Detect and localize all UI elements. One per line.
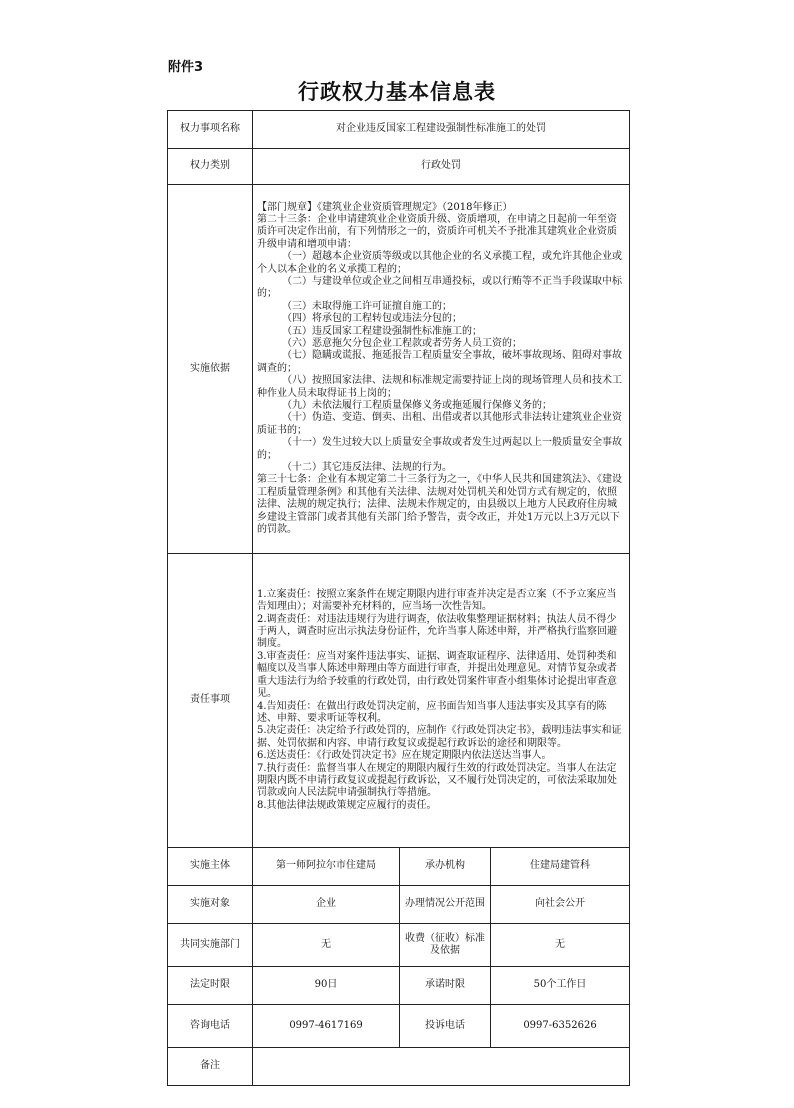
row-target bbox=[168, 886, 630, 924]
power-name-value: 对企业违反国家工程建设强制性标准施工的处罚 bbox=[253, 111, 630, 149]
disclosure-value: 向社会公开 bbox=[491, 886, 630, 924]
fee-label: 收费（征收）标准及依据 bbox=[400, 924, 491, 967]
consult-phone-value: 0997-4617169 bbox=[253, 1005, 400, 1048]
basis-line: （五）违反国家工程建设强制性标准施工的； bbox=[282, 325, 482, 337]
basis-line: （八）按照国家法律、法规和标准规定需要持证上岗的现场管理人员和技术工种作业人员未取得证书上岗的； bbox=[257, 375, 622, 399]
row-duties bbox=[168, 554, 630, 848]
row-power-type bbox=[168, 149, 630, 185]
row-power-name bbox=[168, 111, 630, 149]
promised-limit-value: 50个工作日 bbox=[491, 967, 630, 1005]
attachment-label: 附件3 bbox=[168, 60, 204, 75]
basis-label: 实施依据 bbox=[168, 185, 253, 554]
basis-line: 第三十七条：企业有本规定第二十三条行为之一，《中华人民共和国建筑法》、《建设工程质量管理条例》和其他有关法律、法规对处罚机关和处罚方式有规定的，依照法律、法规的规定执行；法律、法规未作规定的，由县级以上地方人民政府住房城乡建设主管部门或者其他有关部门给予警告，责令改正，并处1万元以上3万元以下的罚款。 bbox=[257, 474, 622, 536]
row-subject bbox=[168, 848, 630, 886]
basis-line: （十）伪造、变造、倒卖、出租、出借或者以其他形式非法转让建筑业企业资质证书的； bbox=[257, 412, 622, 436]
co-dept-label: 共同实施部门 bbox=[168, 924, 253, 967]
co-dept-value: 无 bbox=[253, 924, 400, 967]
duty-line: 7.执行责任：监督当事人在规定的期限内履行生效的行政处罚决定。当事人在法定期限内既不申请行政复议或提起行政诉讼，又不履行处罚决定的，可依法采取加处罚款或向人民法院申请强制执行等措施。 bbox=[257, 762, 617, 799]
promised-limit-label: 承诺时限 bbox=[400, 967, 491, 1005]
basis-line: （一）超越本企业资质等级或以其他企业的名义承揽工程，或允许其他企业或个人以本企业的名义承揽工程的； bbox=[257, 251, 622, 275]
complaint-phone-value: 0997-6352626 bbox=[491, 1005, 630, 1048]
legal-limit-value: 90日 bbox=[253, 967, 400, 1005]
page-title: 行政权力基本信息表 bbox=[298, 79, 496, 104]
info-table bbox=[167, 110, 630, 1086]
duties-content bbox=[253, 554, 630, 848]
basis-line: （六）恶意拖欠分包企业工程款或者劳务人员工资的； bbox=[282, 337, 522, 349]
duty-line: 8.其他法律法规政策规定应履行的责任。 bbox=[257, 799, 437, 811]
basis-line: （十一）发生过较大以上质量安全事故或者发生过两起以上一般质量安全事故的； bbox=[257, 437, 622, 461]
basis-line: 【部门规章】《建筑业企业资质管理规定》（2018年修正） bbox=[257, 201, 513, 213]
agency-value: 住建局建管科 bbox=[491, 848, 630, 886]
consult-phone-label: 咨询电话 bbox=[168, 1005, 253, 1048]
duties-label: 责任事项 bbox=[168, 554, 253, 848]
target-value: 企业 bbox=[253, 886, 400, 924]
remark-label: 备注 bbox=[168, 1048, 253, 1086]
basis-content bbox=[253, 185, 630, 554]
disclosure-label: 办理情况公开范围 bbox=[400, 886, 491, 924]
duty-line: 2.调查责任：对违法违规行为进行调查，依法收集整理证据材料；执法人员不得少于两人，调查时应出示执法身份证件，允许当事人陈述申辩，并严格执行监察回避制度。 bbox=[257, 613, 617, 650]
complaint-phone-label: 投诉电话 bbox=[400, 1005, 491, 1048]
basis-line: 第二十三条：企业申请建筑业企业资质升级、资质增项，在申请之日起前一年至资质许可决定作出前，有下列情形之一的，资质许可机关不予批准其建筑业企业资质升级申请和增项申请： bbox=[257, 213, 617, 250]
basis-line: （十二）其它违反法律、法规的行为。 bbox=[282, 462, 452, 474]
duty-line: 3.审查责任：应当对案件违法事实、证据、调查取证程序、法律适用、处罚种类和幅度以及当事人陈述申辩理由等方面进行审查，并提出处理意见。对情节复杂或者重大违法行为给予较重的行政处罚，由行政处罚案件审查小组集体讨论提出审查意见。 bbox=[257, 650, 617, 700]
fee-value: 无 bbox=[491, 924, 630, 967]
row-remark bbox=[168, 1048, 630, 1086]
subject-label: 实施主体 bbox=[168, 848, 253, 886]
duty-line: 1.立案责任：按照立案条件在规定期限内进行审查并决定是否立案（不予立案应当告知理由）；对需要补充材料的，应当场一次性告知。 bbox=[257, 588, 617, 613]
remark-value bbox=[253, 1048, 630, 1086]
row-basis bbox=[168, 185, 630, 554]
power-name-label: 权力事项名称 bbox=[168, 111, 253, 149]
row-phone bbox=[168, 1005, 630, 1048]
duty-line: 4.告知责任：在做出行政处罚决定前，应书面告知当事人违法事实及其享有的陈述、申辩、要求听证等权利。 bbox=[257, 700, 607, 724]
legal-limit-label: 法定时限 bbox=[168, 967, 253, 1005]
basis-line: （七）隐瞒或谎报、拖延报告工程质量安全事故，破坏事故现场、阻碍对事故调查的； bbox=[257, 350, 622, 374]
power-type-value: 行政处罚 bbox=[253, 149, 630, 185]
row-time-limit bbox=[168, 967, 630, 1005]
power-type-label: 权力类别 bbox=[168, 149, 253, 185]
row-co-dept bbox=[168, 924, 630, 967]
basis-line: （三）未取得施工许可证擅自施工的； bbox=[282, 300, 452, 312]
target-label: 实施对象 bbox=[168, 886, 253, 924]
basis-line: （九）未依法履行工程质量保修义务或拖延履行保修义务的； bbox=[282, 400, 552, 412]
subject-value: 第一师阿拉尔市住建局 bbox=[253, 848, 400, 886]
duty-line: 5.决定责任：决定给予行政处罚的，应制作《行政处罚决定书》，载明违法事实和证据、处罚依据和内容、申请行政复议或提起行政诉讼的途径和期限等。 bbox=[257, 725, 622, 749]
basis-line: （四）将承包的工程转包或违法分包的； bbox=[282, 313, 462, 325]
duty-line: 6.送达责任：《行政处罚决定书》应在规定期限内依法送达当事人。 bbox=[257, 750, 552, 762]
basis-line: （二）与建设单位或企业之间相互串通投标，或以行贿等不正当手段谋取中标的； bbox=[257, 275, 622, 300]
agency-label: 承办机构 bbox=[400, 848, 491, 886]
